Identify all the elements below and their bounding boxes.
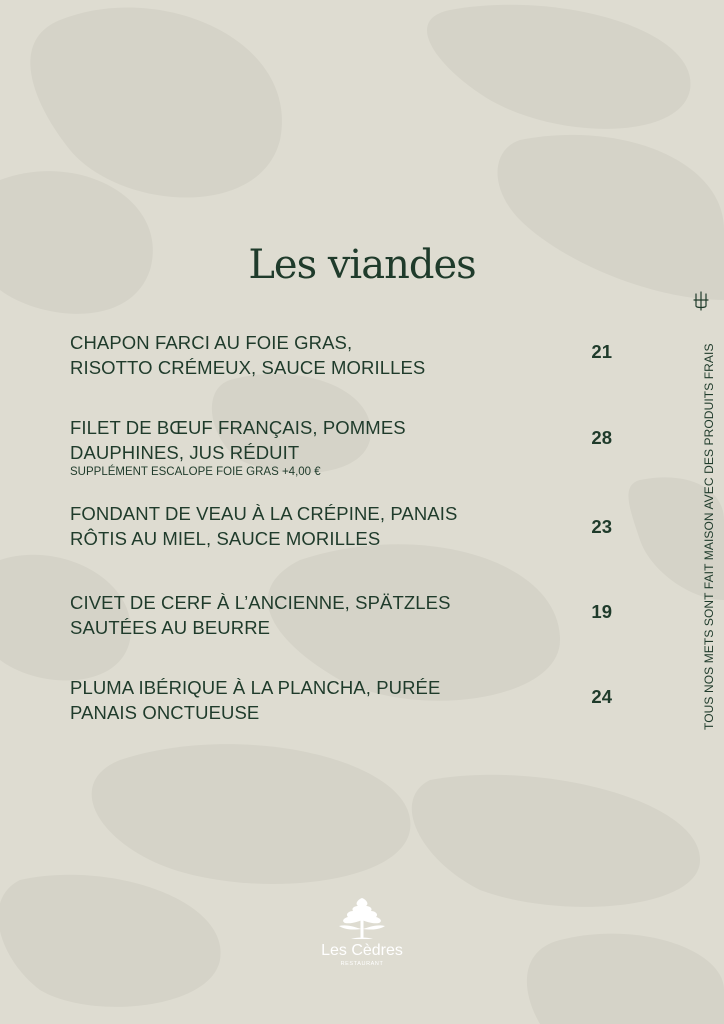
- menu-item: [70, 675, 540, 725]
- menu-item-price: 24: [591, 686, 612, 707]
- side-note-text: TOUS NOS METS SONT FAIT MAISON AVEC DES PRODUITS FRAIS: [702, 343, 716, 730]
- menu-item-price: 21: [591, 341, 612, 362]
- cooking-pot-icon: [692, 290, 710, 312]
- menu-item-price: 19: [591, 601, 612, 622]
- menu-item-price: 28: [591, 427, 612, 448]
- menu-item-supplement: SUPPLÉMENT ESCALOPE FOIE GRAS +4,00 €: [70, 466, 321, 478]
- cedar-tree-icon: [327, 896, 397, 942]
- menu-item: [70, 415, 540, 479]
- menu-item: [70, 590, 540, 640]
- menu-item-name: CHAPON FARCI AU FOIE GRAS, RISOTTO CRÉMEUX, SAUCE MORILLES: [70, 332, 426, 378]
- menu-item-name: FILET DE BŒUF FRANÇAIS, POMMES DAUPHINES, JUS RÉDUIT: [70, 417, 406, 463]
- side-note: [692, 290, 716, 730]
- menu-item: [70, 501, 540, 551]
- menu-item: [70, 330, 540, 380]
- restaurant-logo: [302, 896, 422, 978]
- menu-item-name: FONDANT DE VEAU À LA CRÉPINE, PANAIS RÔTIS AU MIEL, SAUCE MORILLES: [70, 503, 458, 549]
- menu-item-name: CIVET DE CERF À L’ANCIENNE, SPÄTZLES SAUTÉES AU BEURRE: [70, 592, 451, 638]
- menu-item-name: PLUMA IBÉRIQUE À LA PLANCHA, PURÉE PANAIS ONCTUEUSE: [70, 677, 441, 723]
- section-title: Les viandes: [248, 242, 476, 288]
- logo-subtitle: RESTAURANT: [340, 961, 384, 967]
- logo-name: Les Cèdres: [321, 942, 403, 959]
- menu-item-price: 23: [591, 516, 612, 537]
